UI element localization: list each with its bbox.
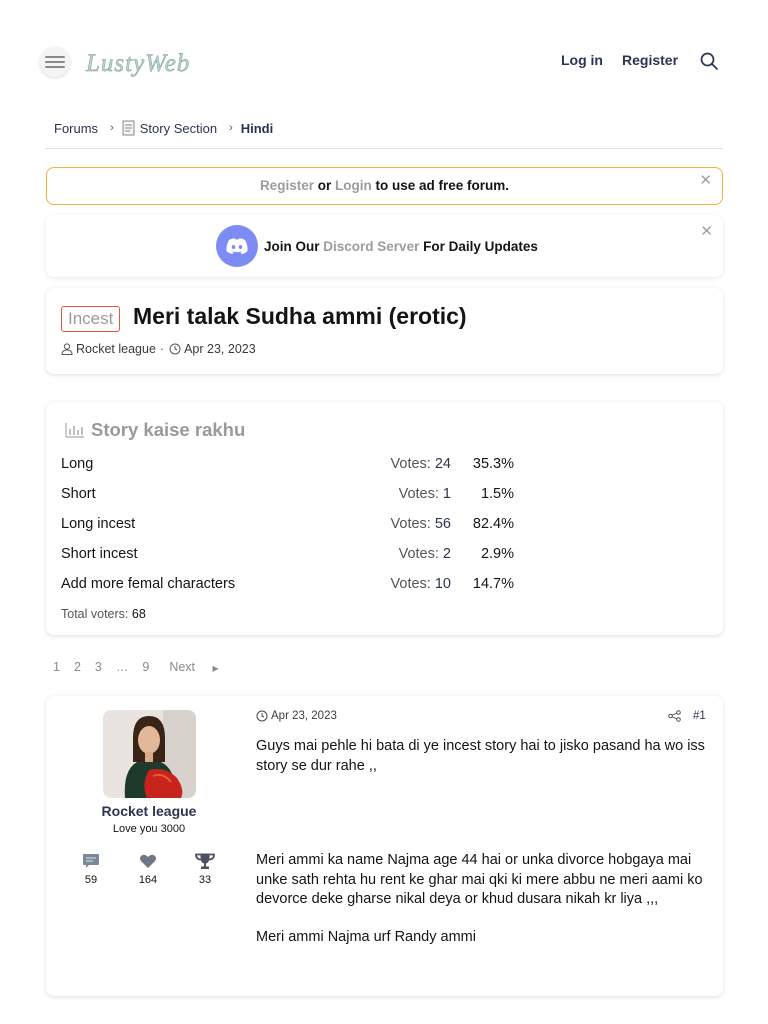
page-link[interactable]: 3 — [94, 660, 102, 674]
poll-option-label: Short incest — [61, 546, 138, 562]
share-icon[interactable] — [668, 710, 681, 722]
site-logo[interactable] — [84, 44, 224, 78]
post-number-link[interactable]: #1 — [693, 710, 706, 722]
stat-messages[interactable]: 59 — [71, 852, 111, 886]
menu-button[interactable] — [40, 47, 70, 77]
post — [46, 696, 723, 996]
poll-option-percent: 1.5% — [480, 486, 514, 502]
clock-icon — [169, 343, 181, 355]
login-link[interactable]: Log in — [561, 52, 603, 68]
thread-author[interactable]: Rocket league — [76, 342, 156, 356]
poll-option-votes[interactable]: Votes: 10 — [390, 576, 451, 592]
post-paragraph: Meri ammi Najma urf Randy ammi — [256, 929, 476, 945]
pagination — [53, 660, 247, 674]
next-page-button[interactable]: Next ▶ — [169, 660, 219, 674]
chevron-right-icon: › — [229, 122, 233, 134]
post-paragraph: Guys mai pehle hi bata di ye incest story hai to jisko pasand ha wo iss story se dur rahe ,, — [256, 738, 705, 774]
avatar[interactable] — [103, 710, 196, 798]
message-icon — [82, 852, 100, 870]
notice-or-text: or — [317, 178, 332, 193]
poll-title: Story kaise rakhu — [65, 419, 245, 441]
heart-icon — [139, 852, 157, 870]
discord-icon[interactable] — [216, 225, 258, 267]
breadcrumb-story-section[interactable]: Story Section — [139, 120, 218, 136]
divider — [45, 148, 723, 149]
poll-option-percent: 14.7% — [472, 576, 514, 592]
page-title: Meri talak Sudha ammi (erotic) — [133, 303, 467, 329]
thread-prefix-badge[interactable]: Incest — [61, 306, 120, 332]
poll-option — [61, 546, 521, 566]
discord-prefix: Join Our — [264, 238, 320, 254]
discord-suffix: For Daily Updates — [423, 238, 538, 254]
poll-option-label: Long — [61, 456, 94, 472]
notice-login-link[interactable]: Login — [335, 178, 372, 193]
svg-text:LustyWeb: LustyWeb — [86, 50, 191, 77]
poll-total-voters: Total voters: 68 — [61, 607, 146, 621]
register-link[interactable]: Register — [622, 52, 679, 68]
search-icon[interactable] — [699, 51, 719, 71]
bar-chart-icon — [65, 422, 85, 438]
stat-reactions[interactable]: 164 — [128, 852, 168, 886]
clock-icon — [256, 710, 268, 722]
notice-register-link[interactable]: Register — [259, 178, 314, 193]
meta-separator: · — [159, 342, 165, 356]
poll-option-percent: 82.4% — [472, 516, 514, 532]
post-username[interactable]: Rocket league — [101, 803, 197, 819]
thread-header — [46, 288, 723, 374]
poll-option — [61, 576, 521, 596]
ad-free-notice — [46, 167, 723, 205]
poll-option-percent: 35.3% — [472, 456, 514, 472]
thread-meta — [61, 342, 256, 356]
close-icon[interactable]: ✕ — [699, 172, 712, 189]
document-icon — [122, 120, 136, 136]
poll-option-votes[interactable]: Votes: 1 — [398, 486, 451, 502]
post-date[interactable]: Apr 23, 2023 — [256, 710, 337, 722]
poll-option-label: Long incest — [61, 516, 136, 532]
user-title: Love you 3000 — [112, 823, 186, 835]
page-ellipsis[interactable]: … — [115, 660, 129, 674]
discord-server-link[interactable]: Discord Server — [323, 238, 420, 254]
poll-option-label: Short — [61, 486, 96, 502]
thread-date[interactable]: Apr 23, 2023 — [184, 342, 256, 356]
stat-trophy-points[interactable]: 33 — [185, 852, 225, 886]
poll-option-votes[interactable]: Votes: 2 — [398, 546, 451, 562]
discord-notice — [46, 215, 723, 277]
post-paragraph: Meri ammi ka name Najma age 44 hai or unka divorce hobgaya mai unke sath rehta hu rent ke ghar mai qki ki mere abbu ne meri aami ko devorce deke gharse nikal deya or khud dusara nikah kr liya ,,, — [256, 852, 703, 907]
page-link[interactable]: 2 — [73, 660, 81, 674]
page-link[interactable]: 9 — [142, 660, 150, 674]
poll-option — [61, 516, 521, 536]
poll-option-votes[interactable]: Votes: 56 — [390, 516, 451, 532]
caret-right-icon: ▶ — [212, 664, 219, 673]
breadcrumb-forums[interactable]: Forums — [54, 120, 99, 136]
poll-option — [61, 486, 521, 506]
trophy-icon — [195, 852, 215, 870]
poll-option-votes[interactable]: Votes: 24 — [390, 456, 451, 472]
user-icon — [61, 343, 73, 355]
chevron-right-icon: › — [110, 122, 114, 134]
poll-option — [61, 456, 521, 476]
notice-text: to use ad free forum. — [375, 178, 510, 193]
poll-option-percent: 2.9% — [480, 546, 514, 562]
poll-option-label: Add more femal characters — [61, 576, 236, 592]
poll-block — [46, 402, 723, 635]
page-link[interactable]: 1 — [53, 660, 60, 674]
site-header — [0, 0, 768, 110]
close-icon[interactable]: ✕ — [700, 223, 713, 240]
breadcrumb-hindi[interactable]: Hindi — [240, 120, 274, 136]
breadcrumb — [54, 118, 273, 138]
